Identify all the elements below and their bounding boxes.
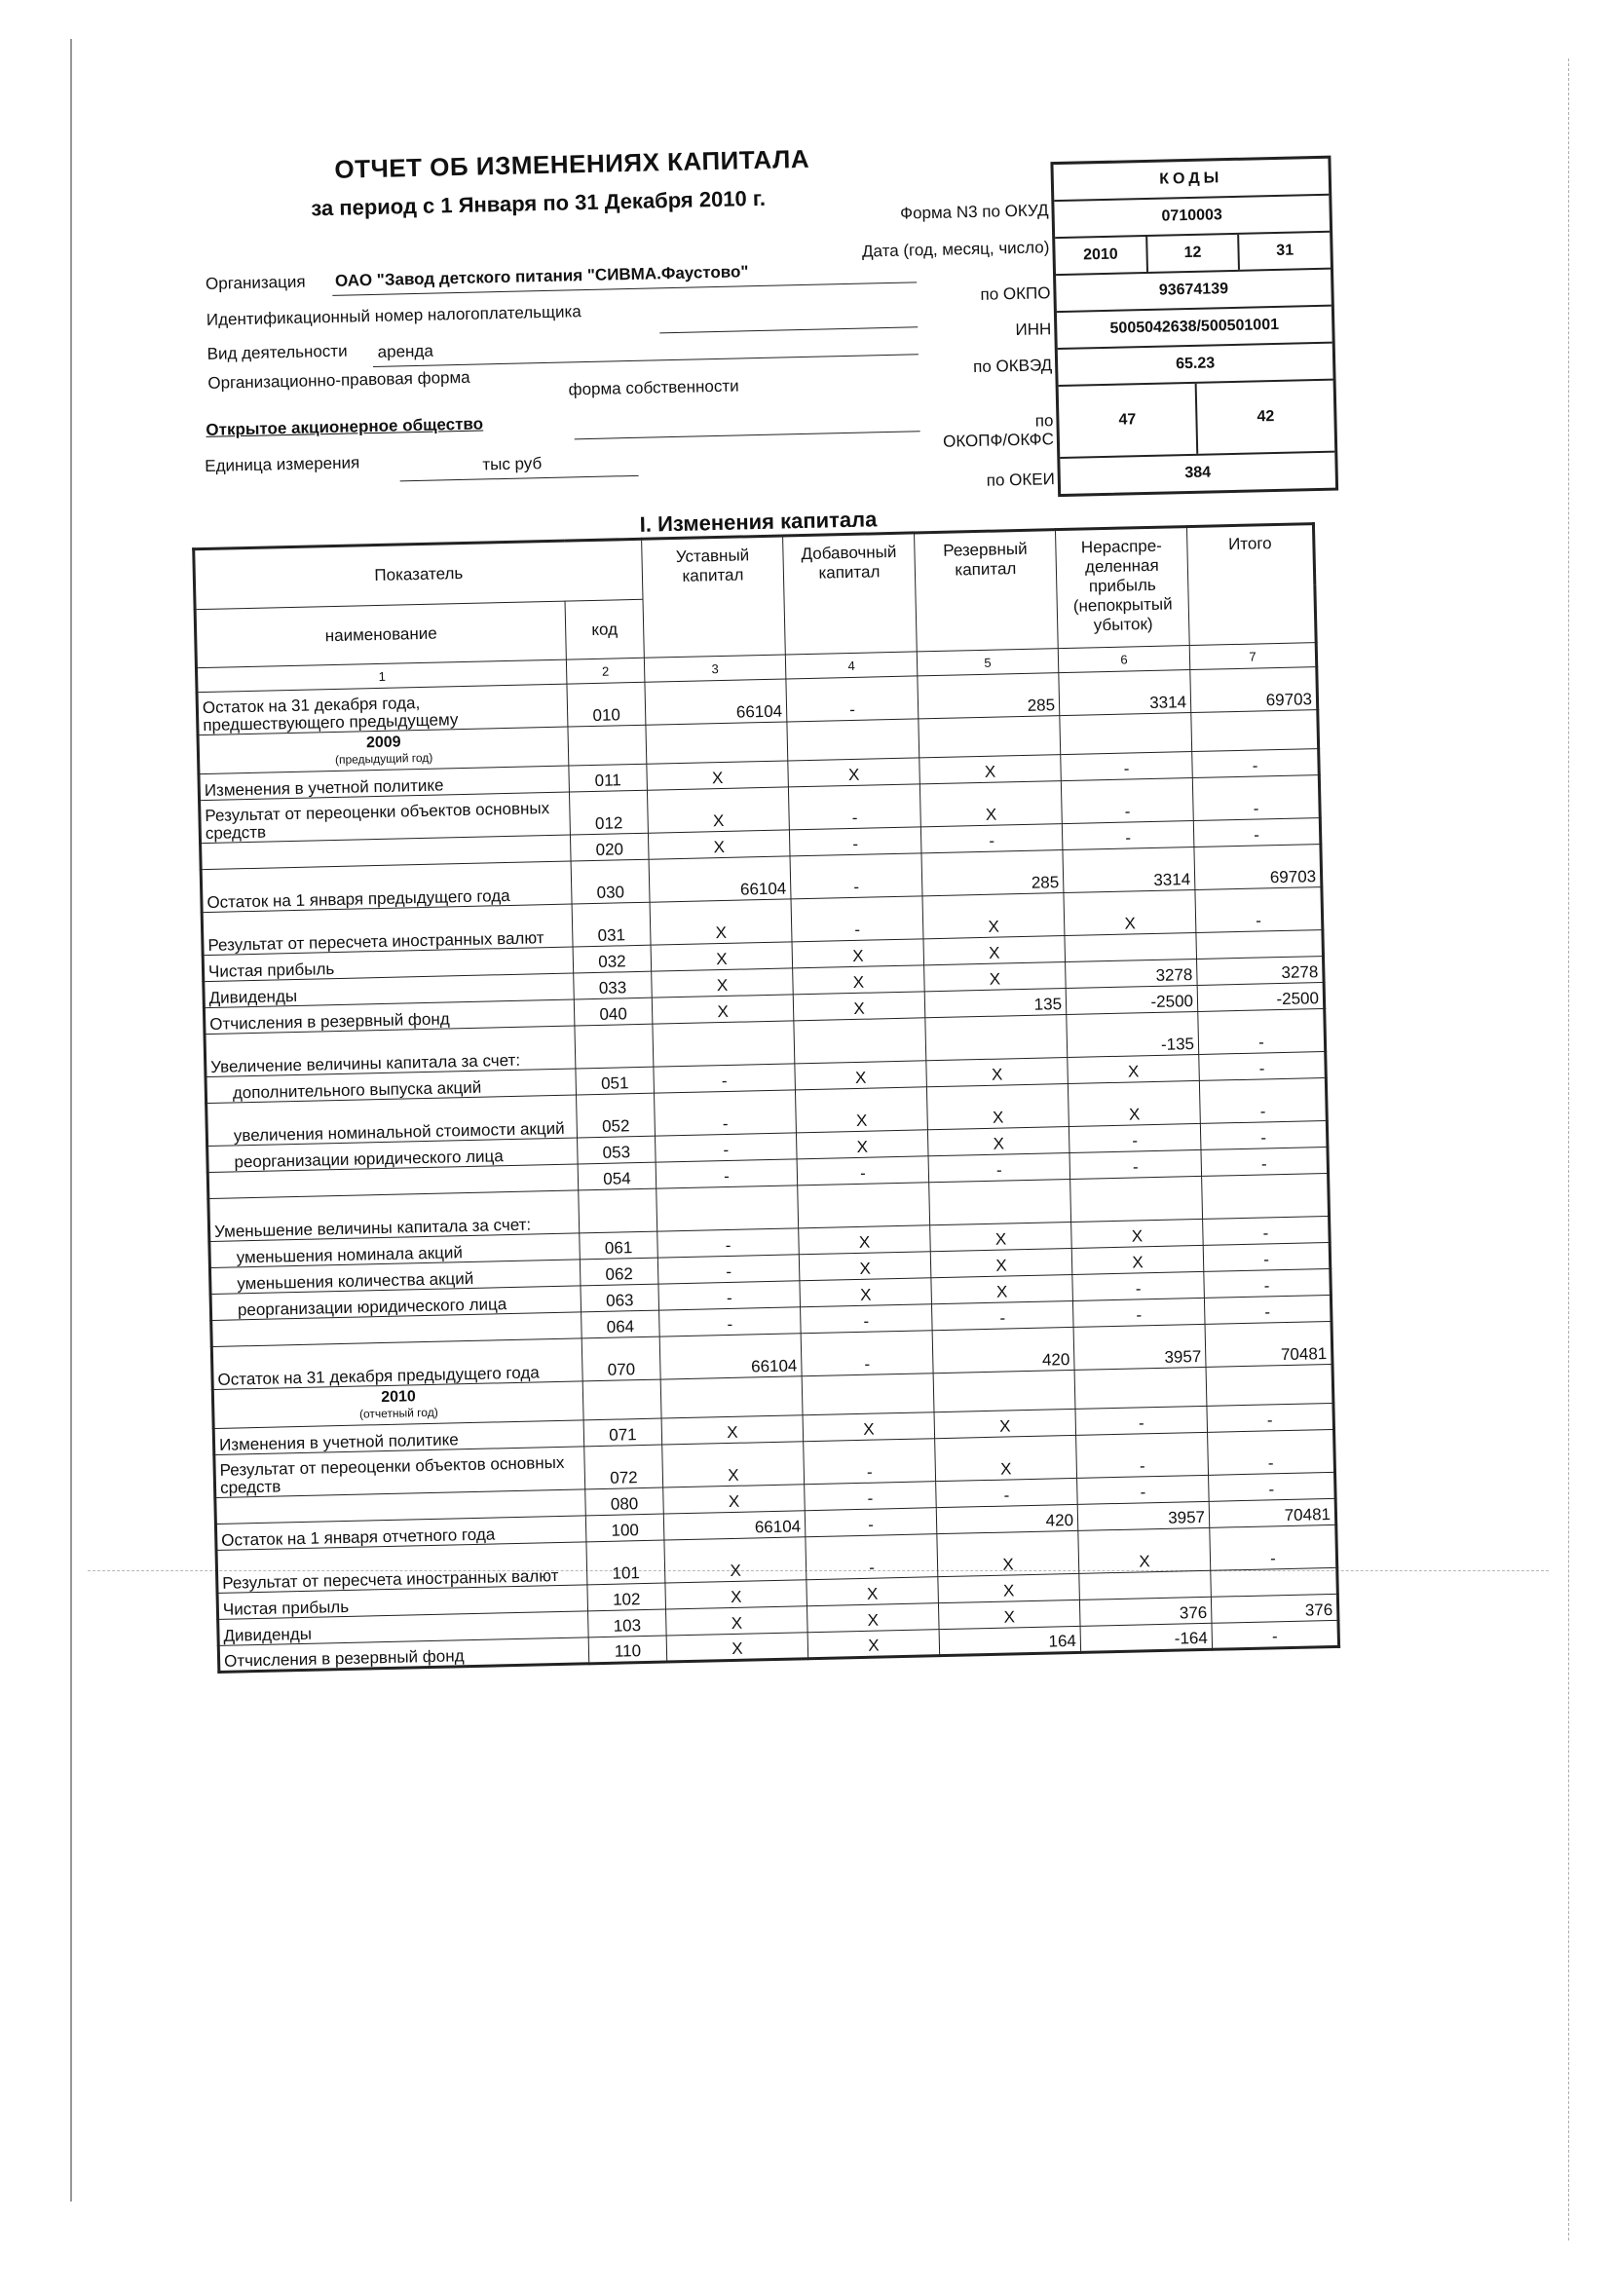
additional-capital-value: -: [789, 827, 921, 856]
row-code: [579, 1188, 657, 1233]
charter-capital-value: 66104: [663, 1511, 806, 1540]
retained-earnings-value: [1079, 1570, 1212, 1600]
charter-capital-value: X: [651, 942, 793, 971]
row-code: 102: [587, 1583, 666, 1611]
additional-capital-value: [794, 1018, 926, 1064]
header-code: код: [565, 599, 644, 659]
empty-cell: [568, 725, 647, 766]
charter-capital-value: X: [664, 1537, 806, 1583]
retained-earnings-value: -: [1062, 821, 1194, 850]
additional-capital-value: -: [806, 1534, 938, 1580]
total-value: -: [1201, 1147, 1329, 1176]
colnum-7: 7: [1189, 643, 1317, 670]
row-name: Изменения в учетной политике: [213, 1420, 584, 1455]
reserve-capital-value: 285: [921, 850, 1064, 896]
okei-label: по ОКЕИ: [986, 470, 1056, 490]
date-day: 31: [1238, 233, 1331, 270]
inn-code-label: ИНН: [1015, 320, 1052, 340]
row-name: уменьшения номинала акций: [209, 1233, 581, 1268]
reserve-capital-value: X: [930, 1222, 1072, 1251]
header-name: наименование: [195, 601, 566, 668]
row-name: реорганизации юридического лица: [207, 1138, 579, 1173]
total-value: -: [1192, 749, 1320, 778]
reserve-capital-value: X: [937, 1530, 1079, 1576]
charter-capital-value: X: [665, 1580, 807, 1609]
report-period: за период с 1 Января по 31 Декабря 2010 г.: [311, 185, 767, 221]
charter-capital-value: -: [654, 1090, 796, 1136]
row-name: Изменения в учетной политике: [199, 766, 570, 801]
row-name: Чистая прибыль: [203, 947, 574, 982]
charter-capital-value: -: [657, 1228, 800, 1258]
empty-cell: [1074, 1367, 1207, 1409]
additional-capital-value: X: [796, 1130, 928, 1159]
additional-capital-value: X: [806, 1603, 939, 1633]
retained-earnings-value: X: [1064, 889, 1196, 935]
additional-capital-value: -: [790, 853, 922, 899]
date-year: 2010: [1082, 245, 1118, 264]
reserve-capital-value: 164: [939, 1626, 1081, 1655]
colnum-2: 2: [566, 658, 645, 684]
total-value: -: [1204, 1295, 1332, 1324]
charter-capital-value: X: [666, 1633, 808, 1662]
charter-capital-value: 66104: [645, 679, 787, 725]
reserve-capital-value: X: [922, 893, 1065, 939]
row-code: 040: [574, 997, 653, 1026]
codes-header: КОДЫ: [1159, 169, 1223, 188]
charter-capital-value: [653, 1021, 795, 1067]
row-code: 051: [576, 1067, 655, 1095]
charter-capital-value: X: [648, 830, 790, 859]
table-body: [197, 667, 1339, 1673]
okud-code: 0710003: [1161, 207, 1223, 225]
total-value: 70481: [1209, 1498, 1336, 1527]
total-value: -: [1203, 1216, 1331, 1245]
retained-earnings-value: 3957: [1073, 1324, 1206, 1370]
inn-code: 5005042638/500501001: [1109, 316, 1280, 337]
okpo-code: 93674139: [1158, 281, 1229, 299]
charter-capital-value: X: [652, 968, 794, 997]
total-value: -: [1210, 1524, 1337, 1570]
okopf-label-1: по: [1034, 411, 1054, 431]
retained-earnings-value: [1065, 932, 1197, 961]
total-value: 376: [1211, 1594, 1338, 1623]
additional-capital-value: X: [803, 1412, 935, 1442]
additional-capital-value: -: [801, 1304, 933, 1334]
colnum-4: 4: [785, 652, 918, 679]
charter-capital-value: -: [655, 1133, 797, 1162]
row-name: уменьшения количества акций: [209, 1260, 581, 1295]
empty-cell: [660, 1376, 803, 1418]
row-name: Отчисления в резервный фонд: [218, 1637, 589, 1673]
total-value: -: [1192, 775, 1320, 821]
capital-changes-table: [192, 522, 1340, 1674]
reserve-capital-value: X: [924, 962, 1067, 992]
year-value: 2009: [365, 733, 401, 751]
retained-earnings-value: -: [1061, 778, 1193, 824]
row-code: 033: [574, 971, 653, 999]
retained-earnings-value: X: [1068, 1054, 1200, 1083]
reserve-capital-value: X: [934, 1409, 1076, 1438]
row-code: 100: [585, 1514, 664, 1542]
row-code: 071: [583, 1418, 662, 1447]
unit-label: Единица измерения: [205, 453, 360, 475]
total-value: -: [1200, 1120, 1328, 1149]
total-value: -: [1204, 1268, 1332, 1298]
row-code: 031: [572, 902, 651, 947]
row-code: 110: [588, 1636, 667, 1664]
additional-capital-value: X: [793, 992, 925, 1021]
empty-cell: [646, 722, 788, 764]
row-code: 053: [578, 1136, 656, 1164]
okved-code: 65.23: [1175, 355, 1216, 373]
colnum-6: 6: [1058, 646, 1190, 673]
report-title: ОТЧЕТ ОБ ИЗМЕНЕНИЯХ КАПИТАЛА: [334, 143, 810, 184]
row-name: Результат от переоценки объектов основных средств: [214, 1447, 585, 1498]
okopf-code: 47: [1118, 411, 1137, 429]
row-code: 011: [569, 764, 648, 792]
retained-earnings-value: -: [1069, 1123, 1201, 1152]
total-value: -: [1207, 1403, 1334, 1432]
total-value: -: [1199, 1077, 1327, 1123]
total-value: -: [1195, 887, 1323, 933]
charter-capital-value: X: [662, 1442, 805, 1487]
retained-earnings-value: X: [1068, 1080, 1200, 1126]
retained-earnings-value: 3957: [1077, 1501, 1210, 1530]
empty-cell: [582, 1379, 661, 1420]
total-value: -: [1193, 818, 1321, 847]
row-name: Остаток на 1 января предыдущего года: [201, 861, 572, 913]
okved-label: по ОКВЭД: [972, 356, 1053, 377]
charter-capital-value: X: [661, 1415, 804, 1445]
reserve-capital-value: X: [935, 1435, 1077, 1481]
retained-earnings-value: X: [1071, 1245, 1204, 1274]
section-title: I. Изменения капитала: [639, 507, 878, 537]
charter-capital-value: X: [647, 787, 789, 833]
charter-capital-value: -: [657, 1255, 800, 1284]
additional-capital-value: X: [793, 965, 925, 995]
reserve-capital-value: -: [936, 1478, 1078, 1507]
row-code: 030: [571, 859, 650, 904]
reserve-capital-value: X: [931, 1274, 1073, 1303]
row-code: 103: [588, 1609, 667, 1637]
reserve-capital-value: X: [938, 1600, 1080, 1629]
year-value: 2010: [381, 1387, 416, 1406]
additional-capital-value: -: [791, 896, 923, 942]
reserve-capital-value: [925, 1015, 1068, 1061]
colnum-5: 5: [917, 649, 1059, 676]
row-name: Чистая прибыль: [217, 1585, 588, 1620]
row-name: Дивиденды: [204, 973, 575, 1008]
additional-capital-value: X: [792, 939, 924, 968]
additional-capital-value: -: [805, 1508, 937, 1537]
codes-box: [1050, 156, 1338, 497]
total-value: [1202, 1173, 1330, 1219]
header-indicator: Показатель: [194, 539, 643, 609]
row-name: Результат от пересчета иностранных валют: [216, 1542, 587, 1594]
total-value: -: [1198, 1009, 1326, 1055]
reserve-capital-value: -: [931, 1300, 1073, 1330]
row-code: 032: [573, 945, 652, 973]
retained-earnings-value: -: [1076, 1432, 1209, 1478]
retained-earnings-value: -: [1077, 1475, 1210, 1504]
header-col3: Уставный капитал: [642, 536, 786, 658]
empty-cell: [787, 719, 919, 761]
row-name: увеличения номинальной стоимости акций: [206, 1095, 578, 1147]
row-name: Остаток на 31 декабря года, предшествующего предыдущему: [197, 684, 568, 735]
additional-capital-value: -: [801, 1331, 933, 1376]
charter-capital-value: [656, 1186, 799, 1231]
reserve-capital-value: X: [923, 936, 1066, 965]
row-name: Результат от пересчета иностранных валют: [202, 904, 573, 956]
additional-capital-value: X: [799, 1225, 931, 1255]
row-code: 072: [584, 1445, 663, 1489]
retained-earnings-value: -164: [1080, 1623, 1213, 1652]
row-name: Дивиденды: [218, 1611, 589, 1646]
additional-capital-value: -: [788, 784, 920, 830]
okpo-label: по ОКПО: [980, 283, 1051, 304]
row-code: 052: [577, 1093, 656, 1138]
total-value: -: [1199, 1052, 1327, 1081]
retained-earnings-value: 3314: [1059, 670, 1191, 716]
charter-capital-value: -: [659, 1307, 802, 1336]
empty-cell: [933, 1370, 1075, 1411]
reserve-capital-value: 135: [924, 989, 1067, 1018]
additional-capital-value: -: [797, 1156, 929, 1186]
header-col7: Итого: [1186, 524, 1316, 646]
retained-earnings-value: -2500: [1066, 985, 1198, 1014]
header-col5: Резервный капитал: [915, 530, 1059, 652]
row-name: Уменьшение величины капитала за счет:: [208, 1190, 580, 1242]
additional-capital-value: X: [799, 1252, 931, 1281]
reserve-capital-value: X: [926, 1084, 1069, 1130]
total-value: -: [1212, 1620, 1339, 1649]
additional-capital-value: X: [788, 758, 920, 787]
okfs-code: 42: [1195, 381, 1335, 454]
row-name: реорганизации юридического лица: [210, 1286, 581, 1321]
reserve-capital-value: X: [927, 1126, 1069, 1155]
charter-capital-value: X: [663, 1485, 806, 1514]
org-label: Организация: [205, 272, 306, 293]
retained-earnings-value: -: [1072, 1298, 1205, 1327]
row-code: 080: [585, 1487, 664, 1516]
reserve-capital-value: X: [919, 755, 1062, 784]
row-code: 054: [578, 1162, 656, 1190]
charter-capital-value: X: [666, 1606, 808, 1636]
row-name: Увеличение величины капитала за счет:: [205, 1026, 576, 1077]
row-code: 062: [580, 1258, 658, 1286]
retained-earnings-value: -: [1061, 752, 1193, 781]
date-label: Дата (год, месяц, число): [861, 238, 1050, 261]
row-code: 061: [580, 1231, 658, 1260]
row-code: 101: [586, 1540, 665, 1585]
additional-capital-value: -: [805, 1482, 937, 1511]
total-value: 3278: [1197, 957, 1325, 986]
retained-earnings-value: 376: [1079, 1597, 1212, 1626]
activity-label: Вид деятельности: [206, 341, 348, 363]
row-code: 020: [570, 833, 649, 861]
retained-earnings-value: -: [1072, 1271, 1205, 1300]
activity-value: аренда: [377, 341, 434, 361]
org-value: ОАО "Завод детского питания "СИВМА.Фаустово": [334, 262, 749, 290]
empty-cell: [1060, 713, 1192, 755]
row-code: 064: [581, 1310, 660, 1338]
reserve-capital-value: X: [919, 781, 1062, 827]
row-name: Отчисления в резервный фонд: [204, 999, 575, 1035]
ownership-label: форма собственности: [568, 376, 739, 399]
charter-capital-value: X: [650, 899, 792, 945]
additional-capital-value: X: [806, 1577, 939, 1606]
legal-form-label: Организационно-правовая форма: [207, 367, 470, 393]
year-note: (отчетный год): [358, 1405, 438, 1421]
charter-capital-value: 66104: [649, 856, 791, 902]
row-name: Остаток на 31 декабря предыдущего года: [211, 1338, 582, 1390]
total-value: -: [1203, 1242, 1331, 1271]
total-value: 69703: [1190, 667, 1318, 713]
okud-label: Форма N3 по ОКУД: [899, 201, 1049, 223]
okei-code: 384: [1184, 464, 1212, 482]
reserve-capital-value: X: [930, 1248, 1072, 1277]
row-code: 010: [567, 682, 646, 727]
additional-capital-value: X: [795, 1061, 927, 1090]
row-code: 012: [569, 790, 648, 835]
additional-capital-value: -: [804, 1439, 936, 1485]
legal-form-value: Открытое акционерное общество: [206, 414, 484, 439]
row-code: 063: [581, 1284, 659, 1312]
date-month: 12: [1145, 235, 1238, 272]
reserve-capital-value: 285: [918, 673, 1060, 719]
total-value: [1196, 930, 1324, 960]
reserve-capital-value: X: [938, 1573, 1080, 1602]
reserve-capital-value: 420: [936, 1504, 1078, 1533]
row-name: Остаток на 1 января отчетного года: [215, 1516, 586, 1551]
empty-cell: [1191, 710, 1319, 752]
additional-capital-value: X: [800, 1278, 932, 1307]
okopf-label-2: ОКОПФ/ОКФС: [942, 430, 1055, 451]
year-note: (предыдущий год): [334, 750, 433, 767]
additional-capital-value: -: [786, 676, 919, 722]
header-col6: Нераспре- деленная прибыль (непокрытый убыток): [1055, 527, 1189, 649]
total-value: -: [1208, 1429, 1335, 1475]
row-name: дополнительного выпуска акций: [206, 1069, 577, 1104]
total-value: 69703: [1194, 845, 1322, 890]
reserve-capital-value: 420: [932, 1327, 1074, 1373]
retained-earnings-value: [1070, 1176, 1203, 1222]
retained-earnings-value: X: [1071, 1219, 1204, 1248]
empty-cell: [919, 716, 1061, 758]
charter-capital-value: -: [656, 1159, 798, 1188]
charter-capital-value: -: [654, 1064, 796, 1093]
inn-field-label: Идентификационный номер налогоплательщика: [206, 302, 581, 329]
charter-capital-value: -: [658, 1281, 801, 1310]
colnum-3: 3: [644, 655, 786, 682]
row-code: 070: [581, 1336, 660, 1381]
retained-earnings-value: -135: [1067, 1011, 1199, 1057]
total-value: -2500: [1197, 983, 1325, 1012]
empty-cell: [1206, 1364, 1333, 1406]
reserve-capital-value: -: [920, 824, 1063, 853]
additional-capital-value: [798, 1183, 930, 1228]
unit-underline: [400, 475, 639, 482]
unit-value: тыс руб: [482, 454, 543, 474]
colnum-1: 1: [196, 659, 566, 693]
additional-capital-value: X: [795, 1087, 927, 1133]
retained-earnings-value: X: [1078, 1527, 1211, 1573]
charter-capital-value: 66104: [659, 1334, 802, 1379]
retained-earnings-value: -: [1075, 1406, 1208, 1435]
reserve-capital-value: -: [928, 1152, 1070, 1182]
reserve-capital-value: [929, 1179, 1071, 1224]
row-name: Результат от переоценки объектов основных средств: [200, 792, 571, 844]
empty-cell: [802, 1374, 934, 1415]
reserve-capital-value: X: [926, 1058, 1069, 1087]
retained-earnings-value: -: [1069, 1149, 1202, 1179]
row-code: [575, 1024, 654, 1069]
total-value: -: [1209, 1472, 1336, 1501]
additional-capital-value: X: [807, 1630, 940, 1659]
retained-earnings-value: 3278: [1066, 959, 1198, 988]
total-value: [1211, 1567, 1338, 1597]
charter-capital-value: X: [652, 995, 794, 1024]
header-col4: Добавочный капитал: [783, 533, 918, 655]
total-value: 70481: [1205, 1321, 1332, 1367]
charter-capital-value: X: [647, 761, 789, 790]
retained-earnings-value: 3314: [1063, 847, 1195, 893]
